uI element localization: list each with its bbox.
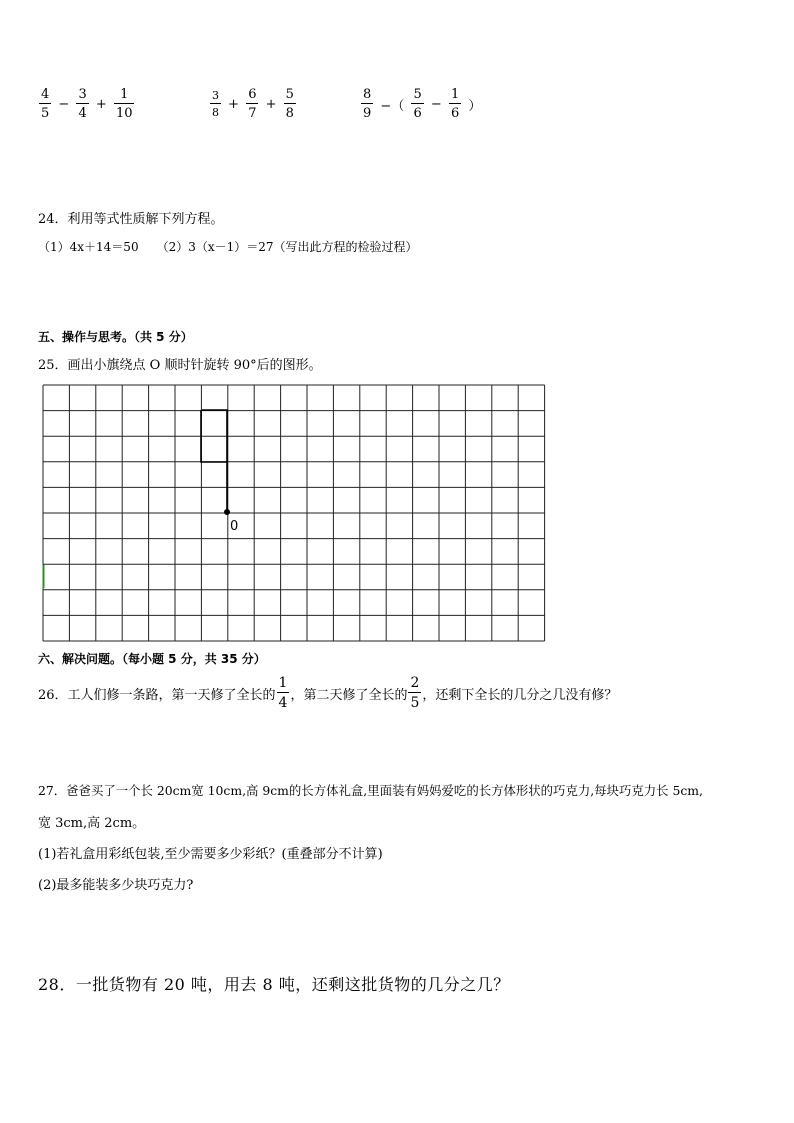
point-o (224, 509, 230, 515)
fraction: $\frac{1}{10}$ (115, 87, 133, 121)
fraction: $\frac{3}{8}$ (212, 89, 219, 119)
grid-lines (43, 385, 545, 641)
question-27-sub1: (1)若礼盒用彩纸包装,至少需要多少彩纸？(重叠部分不计算) (38, 847, 383, 862)
fraction: $\frac{6}{7}$ (248, 87, 257, 121)
operator: ） (468, 98, 482, 114)
fraction: $\frac{5}{6}$ (413, 87, 422, 121)
flag-pole (201, 410, 227, 512)
operator: − (430, 96, 442, 112)
question-27-sub2: (2)最多能装多少块巧克力? (38, 878, 194, 893)
fraction: $\frac{5}{8}$ (285, 87, 294, 121)
fraction: $\frac{1}{4}$ (278, 675, 288, 711)
question-25: 25．画出小旗绕点 O 顺时针旋转 90°后的图形。 (38, 358, 322, 373)
expression-2 (209, 88, 297, 120)
section-6-title: 六、解决问题。（每小题 5 分，共 35 分） (38, 652, 266, 666)
fraction: $\frac{8}{9}$ (363, 87, 372, 121)
operator: −（ (380, 98, 405, 114)
operator: − (58, 96, 70, 112)
question-24: 24．利用等式性质解下列方程。 (38, 212, 224, 227)
expression-1 (38, 88, 135, 120)
question-28: 28．一批货物有 20 吨，用去 8 吨，还剩这批货物的几分之几？ (38, 975, 510, 994)
question-26: 26．工人们修一条路，第一天修了全长的 $\frac{1}{4}$ ，第二天修了全长的 $\frac{2}{5}$ ，还剩下全长的几分之几没有修？ (38, 675, 618, 711)
operator: + (228, 96, 240, 112)
section-5-title: 五、操作与思考。（共 5 分） (38, 330, 193, 344)
fraction: $\frac{1}{6}$ (450, 87, 460, 121)
question-27-line1: 27．爸爸买了一个长 20cm宽 10cm,高 9cm的长方体礼盒,里面装有妈妈爱吃的长方体形状的巧克力,每块巧克力长 5cm, (38, 783, 703, 798)
question-24-sub: （1）4x＋14＝50 （2）3（x－1）＝27（写出此方程的检验过程） (38, 240, 418, 254)
fraction: $\frac{2}{5}$ (410, 675, 420, 711)
operator: + (95, 96, 107, 112)
question-27-line2: 宽 3cm,高 2cm。 (38, 816, 146, 831)
rotation-grid (38, 380, 548, 645)
operator: + (265, 96, 277, 112)
fraction: $\frac{4}{5}$ (41, 87, 50, 121)
fraction: $\frac{3}{4}$ (78, 87, 87, 121)
point-o-label: 0 (230, 519, 239, 534)
expression-3 (360, 88, 483, 120)
